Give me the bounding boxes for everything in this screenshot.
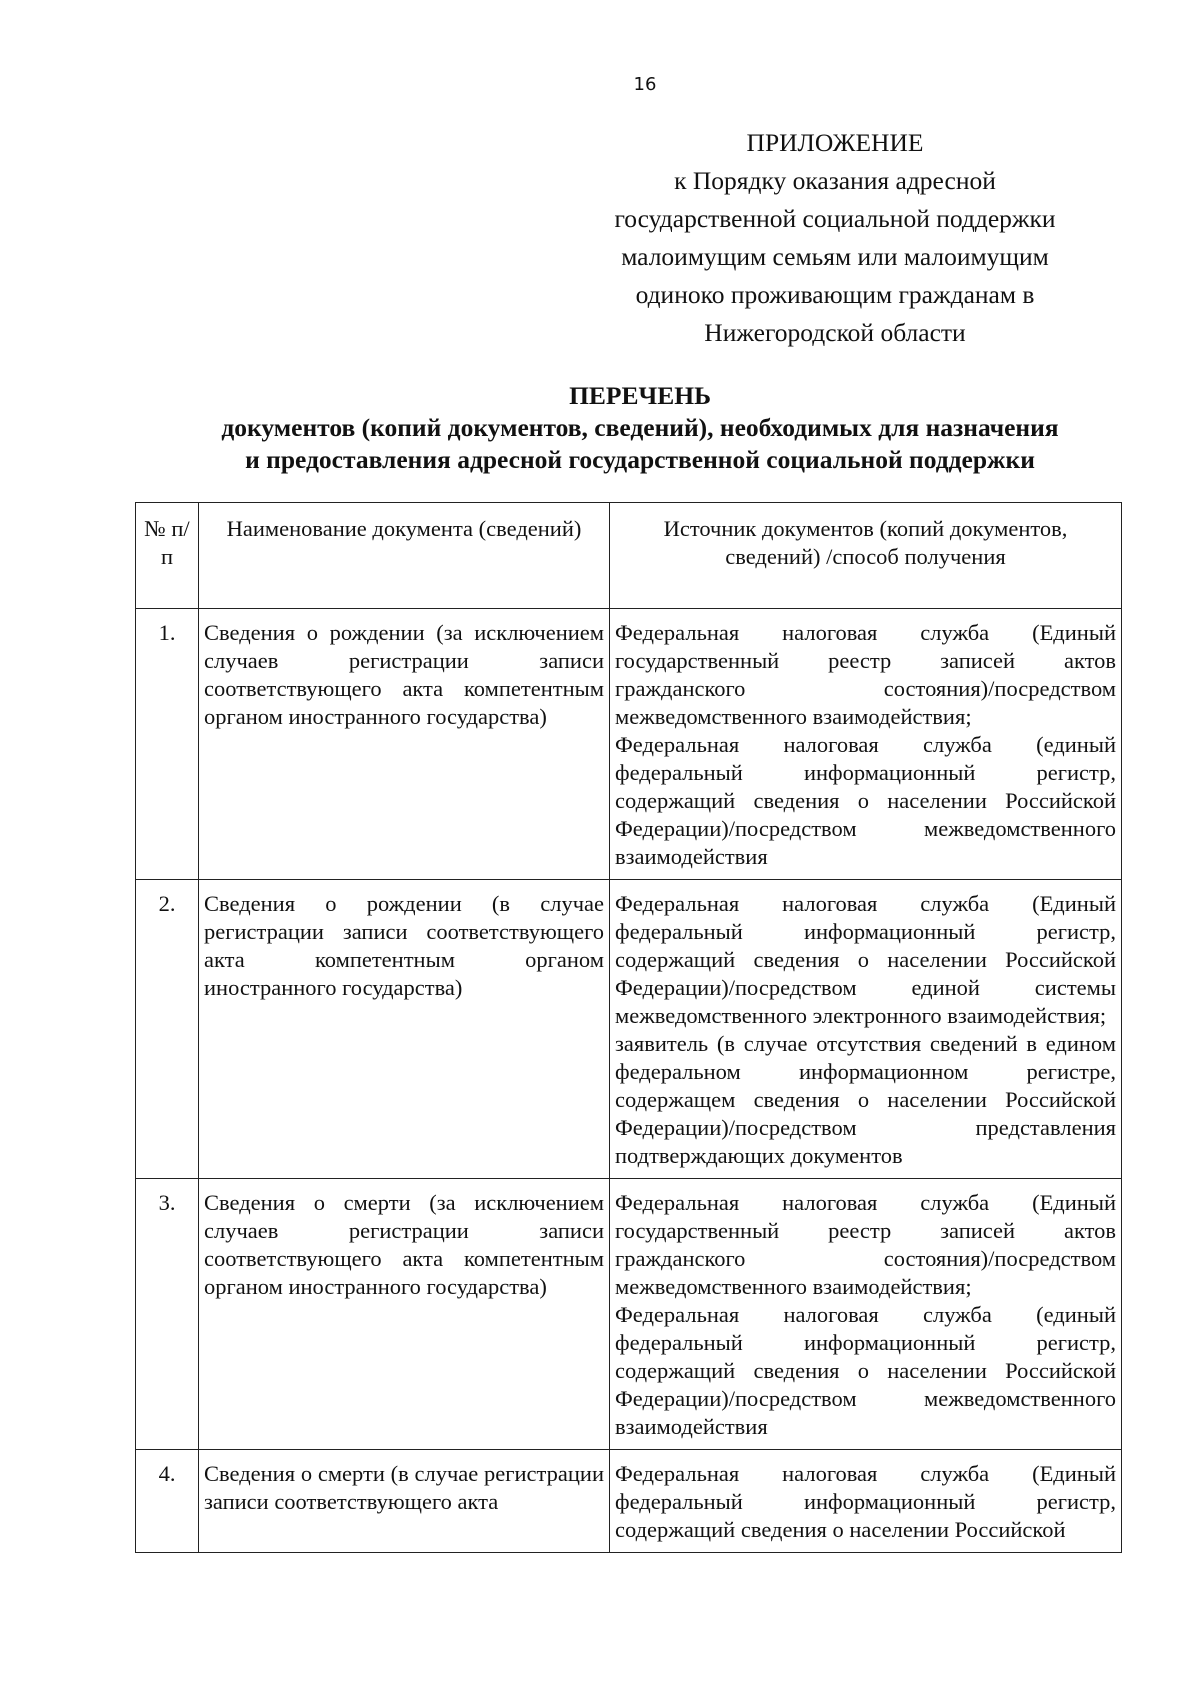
row-source: Федеральная налоговая служба (Единый государственный реестр записей актов гражданского состояния)/посредством межведомственного взаимодействия; [615, 1190, 1116, 1299]
header-source: Источник документов (копий документов, сведений) /способ получения [610, 503, 1122, 609]
table-row [136, 609, 1122, 880]
title-line: документов (копий документов, сведений), необходимых для назначения [221, 413, 1059, 442]
row-source: Федеральная налоговая служба (Единый федеральный информационный регистр, содержащий сведения о населении Российской [615, 1461, 1116, 1542]
row-source: Федеральная налоговая служба (единый федеральный информационный регистр, содержащий сведения о населении Российской Федерации)/посредством межведомственного взаимодействия [615, 732, 1116, 869]
row-document-name: Сведения о рождении (в случае регистрации записи соответствующего акта компетентным органом иностранного государства) [199, 880, 610, 1179]
appendix-line: одиноко проживающим гражданам в [635, 280, 1035, 309]
row-source: заявитель (в случае отсутствия сведений в едином федеральном информационном регистре, содержащем сведения о населении Российской Федерации)/посредством представления подтверждающих документов [615, 1031, 1116, 1168]
appendix-block [590, 124, 1080, 352]
documents-table [135, 502, 1122, 1553]
appendix-line: малоимущим семьям или малоимущим [621, 242, 1049, 271]
document-title [150, 380, 1130, 476]
table-row [136, 1450, 1122, 1553]
title-line: и предоставления адресной государственной социальной поддержки [245, 445, 1035, 474]
table-header-row [136, 503, 1122, 609]
row-source-cell [610, 1179, 1122, 1450]
row-number: 3. [136, 1179, 199, 1450]
row-document-name: Сведения о смерти (в случае регистрации записи соответствующего акта [199, 1450, 610, 1553]
appendix-line: к Порядку оказания адресной [674, 166, 996, 195]
row-number: 2. [136, 880, 199, 1179]
table-row [136, 1179, 1122, 1450]
appendix-title: ПРИЛОЖЕНИЕ [746, 128, 924, 157]
row-number: 4. [136, 1450, 199, 1553]
appendix-line: государственной социальной поддержки [614, 204, 1056, 233]
table-row [136, 880, 1122, 1179]
page-number: 16 [633, 74, 657, 95]
row-document-name: Сведения о рождении (за исключением случаев регистрации записи соответствующего акта компетентным органом иностранного государства) [199, 609, 610, 880]
appendix-line: Нижегородской области [704, 318, 966, 347]
row-source-cell [610, 609, 1122, 880]
row-document-name: Сведения о смерти (за исключением случаев регистрации записи соответствующего акта компетентным органом иностранного государства) [199, 1179, 610, 1450]
row-source: Федеральная налоговая служба (Единый федеральный информационный регистр, содержащий сведения о населении Российской Федерации)/посредством единой системы межведомственного электронного взаимодействия; [615, 891, 1116, 1028]
row-source: Федеральная налоговая служба (единый федеральный информационный регистр, содержащий сведения о населении Российской Федерации)/посредством межведомственного взаимодействия [615, 1302, 1116, 1439]
row-source: Федеральная налоговая служба (Единый государственный реестр записей актов гражданского состояния)/посредством межведомственного взаимодействия; [615, 620, 1116, 729]
row-source-cell [610, 1450, 1122, 1553]
row-number: 1. [136, 609, 199, 880]
title-heading: ПЕРЕЧЕНЬ [569, 381, 711, 410]
header-name: Наименование документа (сведений) [199, 503, 610, 609]
row-source-cell [610, 880, 1122, 1179]
header-num: № п/п [136, 503, 199, 609]
